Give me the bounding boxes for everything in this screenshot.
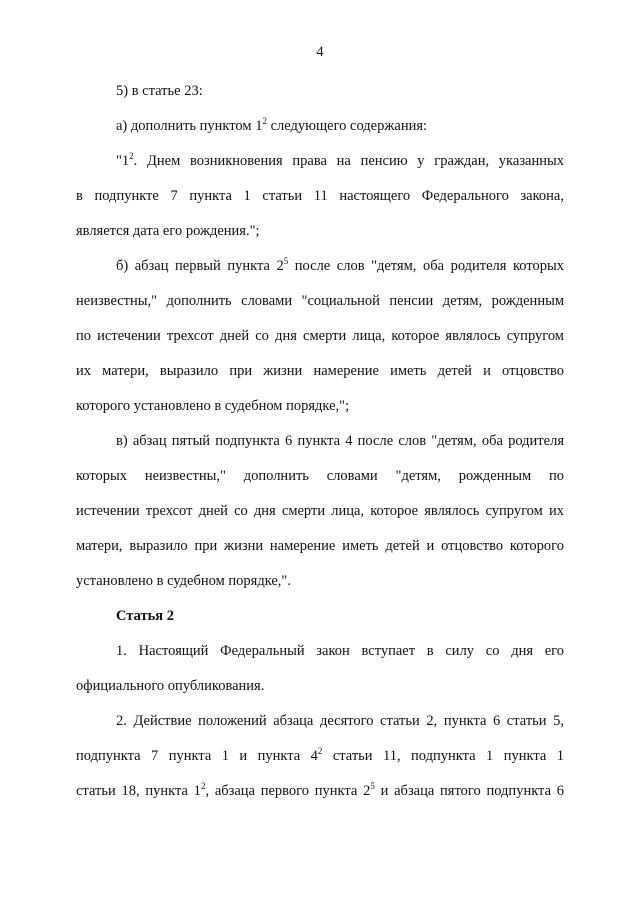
paragraph-line: официального опубликования. [76,678,265,694]
paragraph-line: которых неизвестны," дополнить словами "детям, рожденным по [76,468,564,484]
paragraph-line: является дата его рождения."; [76,223,260,239]
paragraph-line: б) абзац первый пункта $2^5$ после слов "детям, оба родителя которых [116,256,565,274]
article-heading: Статья 2 [116,608,174,624]
paragraph-line: установлено в судебном порядке,". [76,573,291,589]
paragraph-line: их матери, выразило при жизни намерение иметь детей и отцовство [76,363,564,379]
paragraph-line: подпункта 7 пункта 1 и пункта $4^2$ статьи 11, подпункта 1 пункта 1 [76,746,564,764]
paragraph-line: по истечении трехсот дней со дня смерти лица, которое являлось супругом [76,328,564,344]
page-number: 4 [316,44,324,60]
paragraph-line: в подпункте 7 пункта 1 статьи 11 настоящего Федерального закона, [76,188,564,204]
paragraph-line: "$1^2$. Днем возникновения права на пенсию у граждан, указанных [116,151,564,169]
paragraph-line: статьи 18, пункта $1^2$, абзаца первого пункта $2^5$ и абзаца пятого подпункта 6 [76,781,565,799]
paragraph-line: неизвестны," дополнить словами "социальной пенсии детям, рожденным [76,293,564,309]
paragraph-line: которого установлено в судебном порядке,"; [76,398,350,414]
paragraph-line: истечении трехсот дней со дня смерти лица, которое являлось супругом их [76,503,564,519]
paragraph-line: в) абзац пятый подпункта 6 пункта 4 после слов "детям, оба родителя [116,433,564,449]
paragraph-line: матери, выразило при жизни намерение иметь детей и отцовство которого [76,538,564,554]
paragraph-line: 2. Действие положений абзаца десятого статьи 2, пункта 6 статьи 5, [116,713,564,729]
paragraph-line: а) дополнить пунктом $1^2$ следующего содержания: [116,116,428,134]
paragraph-line: 1. Настоящий Федеральный закон вступает в силу со дня его [116,643,564,659]
paragraph-line: 5) в статье 23: [116,83,203,99]
